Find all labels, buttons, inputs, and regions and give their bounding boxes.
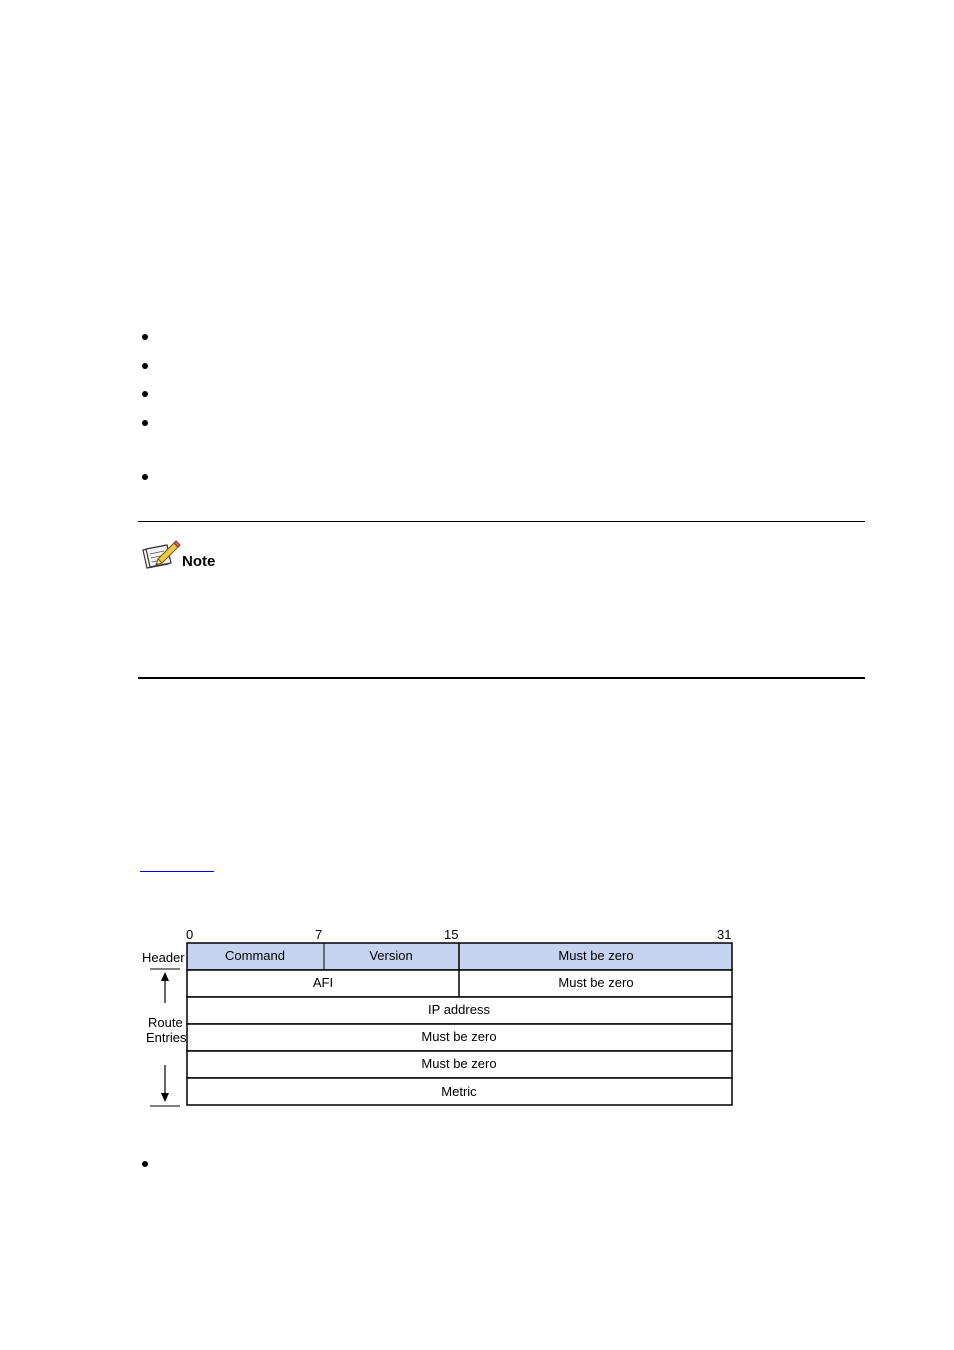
bit-tick-15: 15	[444, 927, 459, 942]
field-must-be-zero-2: Must be zero	[421, 1056, 497, 1071]
pencil-note-icon	[140, 540, 182, 572]
bit-tick-7: 7	[315, 927, 323, 942]
note-bottom-rule	[138, 677, 865, 679]
field-metric: Metric	[441, 1084, 477, 1099]
list-bullet-6	[142, 1161, 148, 1167]
entries-side-label: Entries	[146, 1030, 187, 1045]
field-command: Command	[225, 948, 285, 963]
list-bullet-3	[142, 391, 148, 397]
field-version: Version	[369, 948, 413, 963]
list-bullet-2	[142, 363, 148, 369]
note-label: Note	[182, 553, 216, 570]
figure-reference-link[interactable]	[140, 871, 214, 872]
bit-tick-0: 0	[186, 927, 194, 942]
header-side-label: Header	[142, 950, 185, 965]
field-header-must-be-zero: Must be zero	[558, 948, 634, 963]
field-must-be-zero-1: Must be zero	[421, 1029, 497, 1044]
note-top-rule	[138, 521, 865, 522]
field-ip-address: IP address	[428, 1002, 490, 1017]
list-bullet-4	[142, 420, 148, 426]
route-side-label: Route	[148, 1015, 183, 1030]
field-afi-must-be-zero: Must be zero	[558, 975, 634, 990]
field-afi: AFI	[312, 975, 334, 990]
list-bullet-1	[142, 334, 148, 340]
list-bullet-5	[142, 474, 148, 480]
bit-tick-31: 31	[717, 927, 732, 942]
packet-format-diagram	[140, 925, 740, 1115]
